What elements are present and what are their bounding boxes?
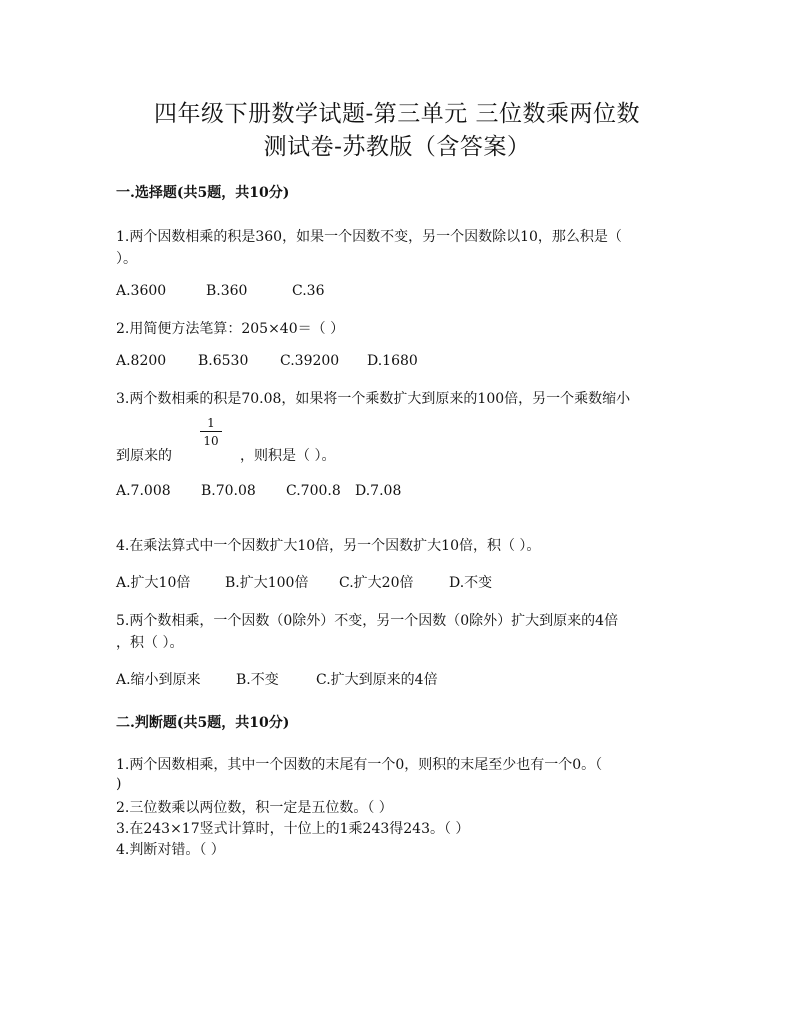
page-title-line2: 测试卷-苏教版（含答案）	[263, 134, 531, 160]
option: C.700.8	[286, 483, 341, 499]
judgement-4-text: 4.判断对错。（ ）	[116, 842, 225, 858]
question-4-text: 4.在乘法算式中一个因数扩大10倍，另一个因数扩大10倍，积（ ）。	[116, 538, 541, 554]
option: D.不变	[449, 575, 493, 591]
option: D.7.08	[355, 483, 402, 499]
option: B.不变	[236, 672, 279, 688]
option: A.缩小到原来	[116, 672, 201, 688]
section-heading-judgement: 二.判断题(共5题，共10分)	[116, 715, 290, 731]
question-5-options	[116, 669, 438, 689]
option: A.扩大10倍	[116, 575, 191, 591]
option: D.1680	[367, 353, 418, 369]
fraction-denominator: 10	[203, 434, 219, 448]
option: A.3600	[116, 283, 167, 299]
option: B.70.08	[201, 483, 256, 499]
option: B.6530	[198, 353, 249, 369]
option: A.7.008	[116, 483, 171, 499]
option: B.扩大100倍	[225, 575, 309, 591]
fraction-bar	[200, 431, 222, 432]
question-3-text: 3.两个数相乘的积是70.08，如果将一个乘数扩大到原来的100倍，另一个乘数缩小	[116, 391, 631, 407]
option: C.36	[292, 283, 325, 299]
judgement-2-text: 2.三位数乘以两位数，积一定是五位数。（ ）	[116, 800, 393, 816]
fraction-numerator: 1	[207, 416, 215, 430]
question-5-text: 5.两个数相乘，一个因数（0除外）不变，另一个因数（0除外）扩大到原来的4倍	[116, 613, 619, 629]
question-1-text: 1.两个因数相乘的积是360，如果一个因数不变，另一个因数除以10，那么积是（	[116, 229, 622, 245]
question-3-options	[116, 483, 401, 499]
question-1-text-cont: ）。	[116, 251, 137, 267]
option: C.39200	[280, 353, 340, 369]
question-5-text-cont: ，积（ ）。	[116, 635, 184, 651]
question-3-text-cont-before: 到原来的	[116, 448, 172, 464]
judgement-1-text: 1.两个因数相乘，其中一个因数的末尾有一个0，则积的末尾至少也有一个0。（	[116, 757, 603, 773]
option: A.8200	[116, 353, 167, 369]
fraction-one-tenth	[200, 416, 222, 448]
section-heading-choice: 一.选择题(共5题，共10分)	[116, 185, 290, 201]
question-1-options	[116, 283, 324, 299]
option: C.扩大20倍	[339, 575, 414, 591]
page-title-line1: 四年级下册数学试题-第三单元 三位数乘两位数	[153, 101, 641, 127]
question-4-options	[116, 572, 492, 592]
question-2-text: 2.用简便方法笔算：205×40＝（ ）	[116, 321, 345, 337]
judgement-3-text: 3.在243×17竖式计算时，十位上的1乘243得243。（ ）	[116, 821, 470, 837]
judgement-1-text-cont: )	[116, 776, 122, 792]
question-2-options	[116, 353, 418, 369]
option: B.360	[206, 283, 248, 299]
option: C.扩大到原来的4倍	[316, 672, 438, 688]
question-3-text-cont-after: ，则积是（ ）。	[240, 448, 336, 464]
